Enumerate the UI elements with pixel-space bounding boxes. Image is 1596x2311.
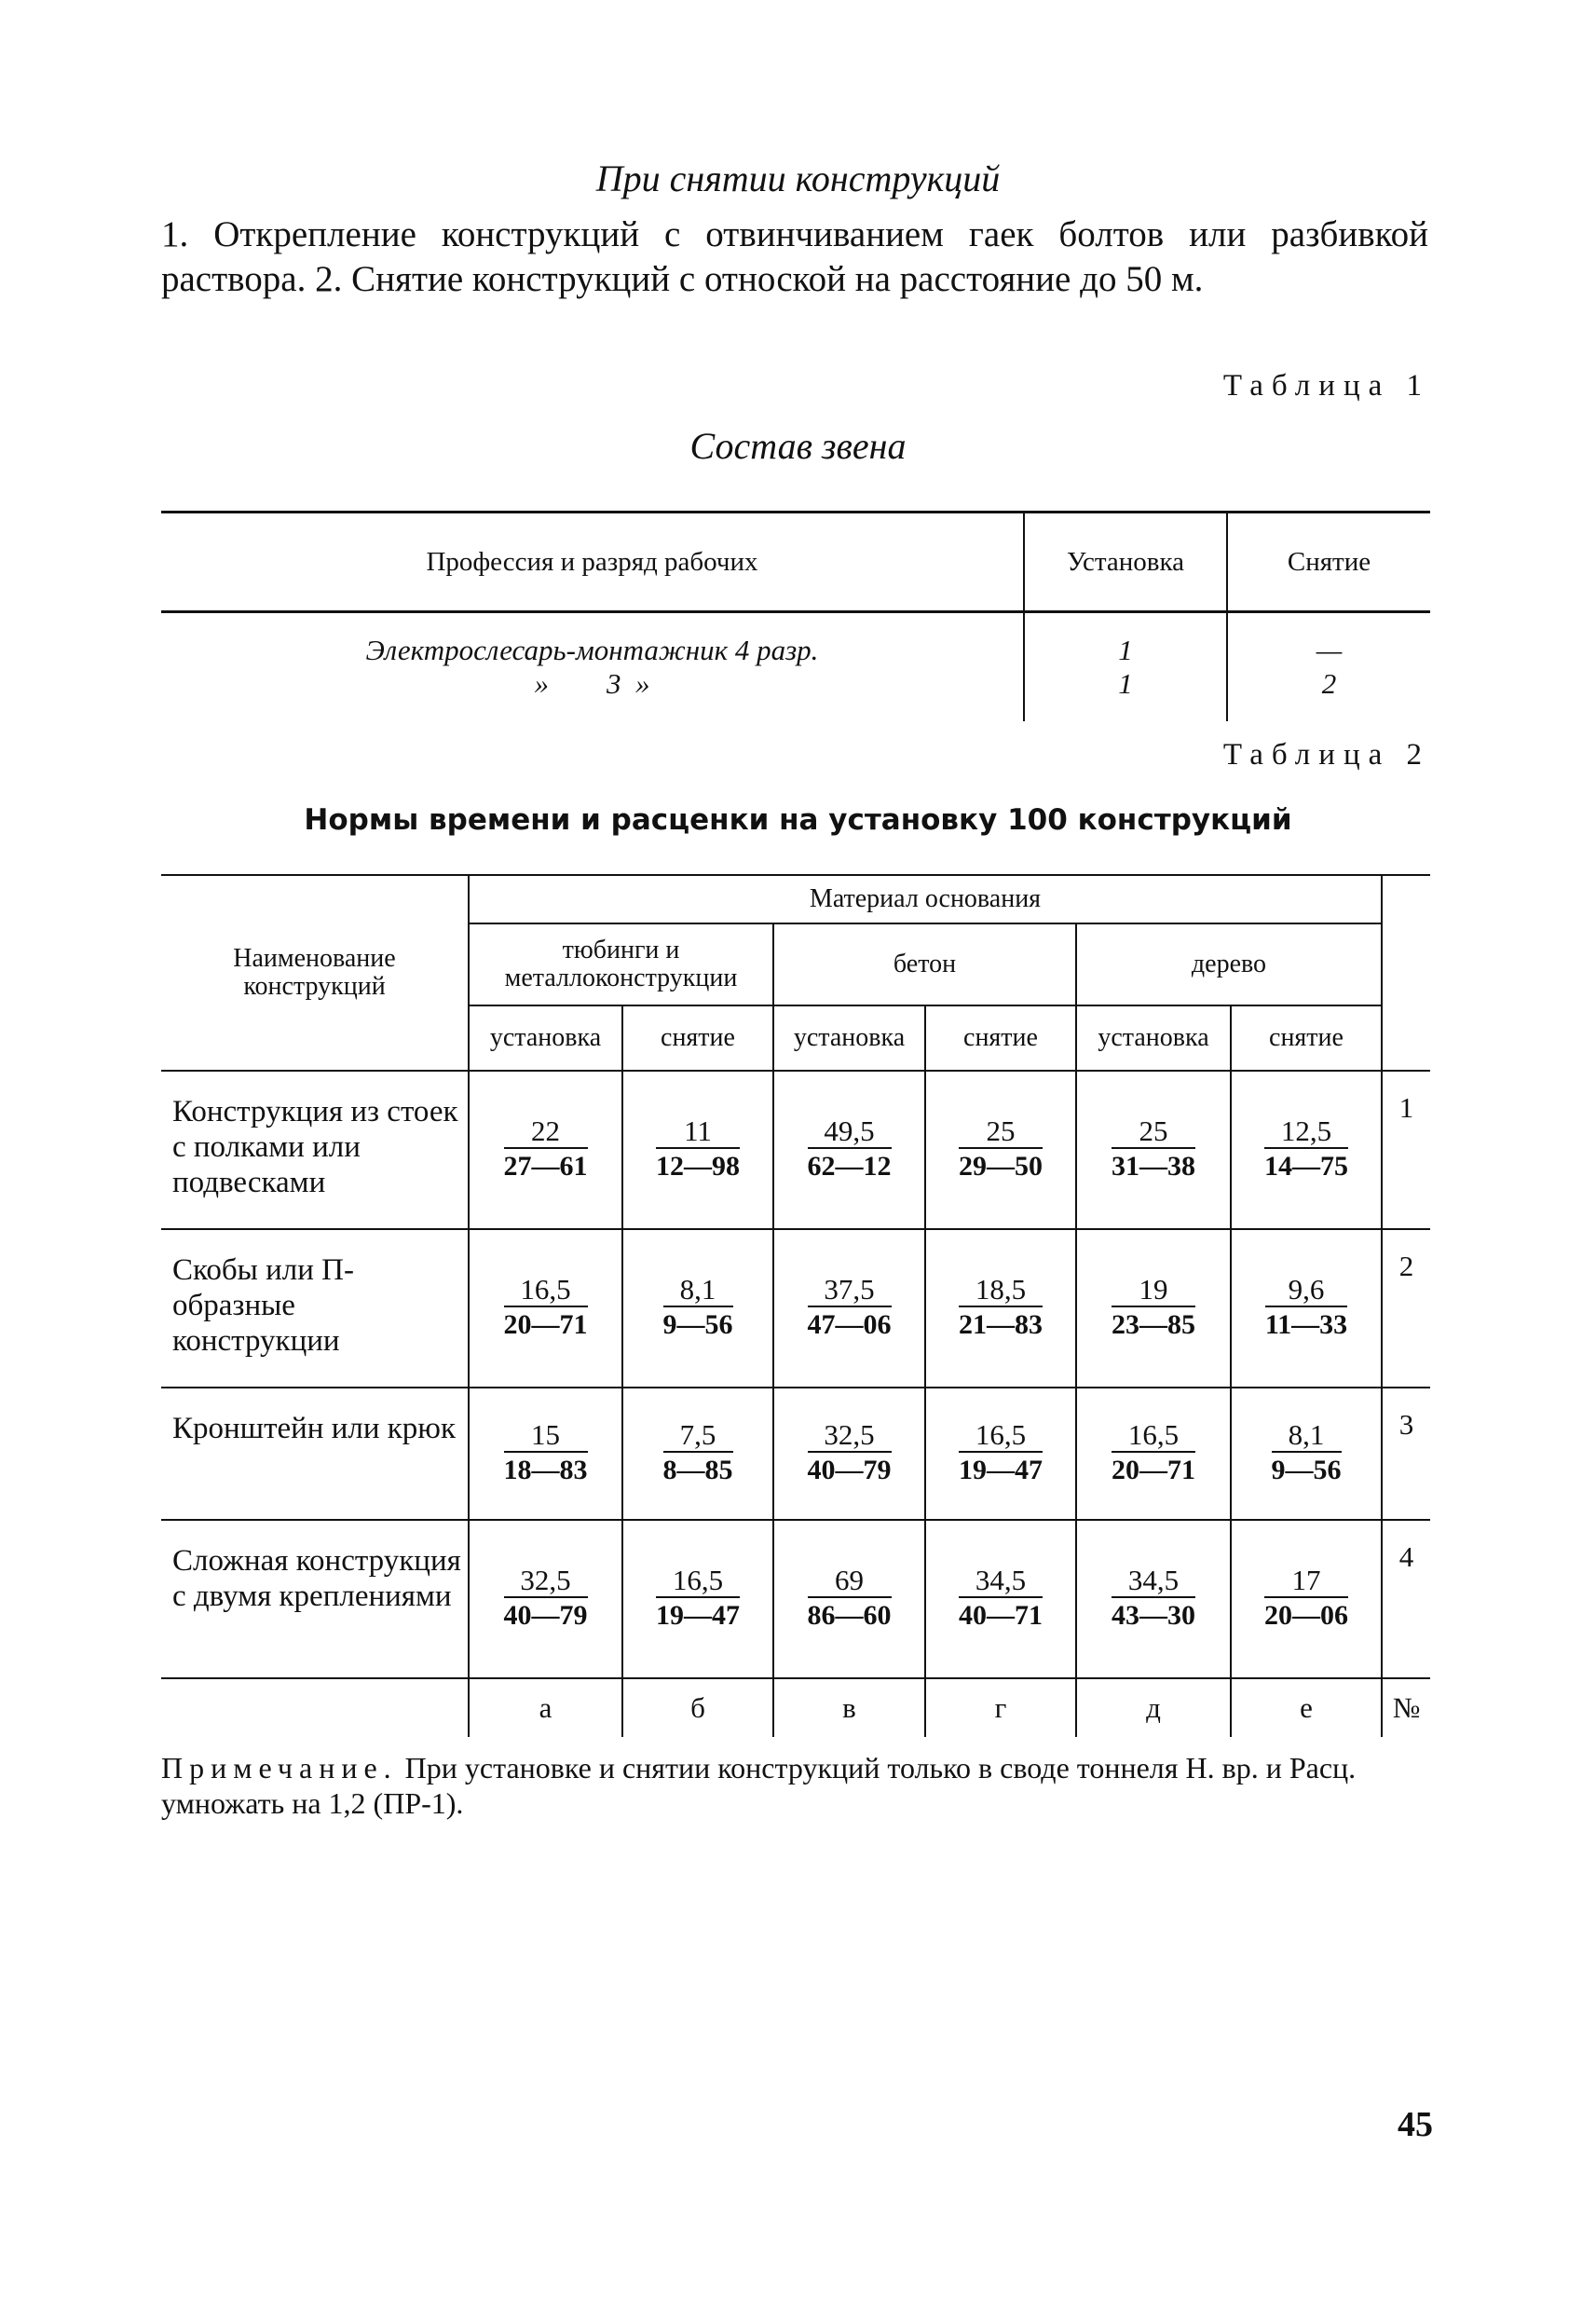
time-norm: 19 (1112, 1274, 1195, 1307)
time-norm: 11 (656, 1115, 740, 1149)
table2-group-concrete: бетон (773, 923, 1076, 1005)
table2-row-number: 1 (1382, 1071, 1430, 1229)
table1-row-2-remove: 2 (1321, 667, 1337, 700)
rate-value: 29—50 (959, 1151, 1043, 1182)
table2-row-name: Сложная конструкция с двумя креплениями (161, 1520, 469, 1678)
table2-row-name: Кронштейн или крюк (161, 1388, 469, 1520)
table2-row-name: Скобы или П-образные конструкции (161, 1229, 469, 1388)
table2-subheader: снятие (1231, 1005, 1382, 1071)
table1-row-2-profession: » 3 » (534, 667, 650, 700)
table2-column-letter: а (469, 1678, 622, 1737)
norm-rate-fraction (1112, 1565, 1195, 1634)
time-norm: 8,1 (663, 1274, 733, 1307)
rate-value: 40—79 (807, 1455, 892, 1485)
norm-rate-fraction (808, 1419, 892, 1488)
norm-rate-fraction (504, 1274, 588, 1343)
table2-value-cell (925, 1520, 1076, 1678)
rate-value: 21—83 (959, 1309, 1043, 1340)
table2-group-metal: тюбинги и металлоконструкции (469, 923, 773, 1005)
section-title: При снятии конструкций (595, 157, 1001, 199)
time-norm: 8,1 (1272, 1419, 1342, 1453)
norm-rate-fraction (1112, 1419, 1195, 1488)
time-norm: 16,5 (1112, 1419, 1195, 1453)
time-norm: 16,5 (504, 1274, 588, 1307)
table2-value-cell (925, 1229, 1076, 1388)
rate-value: 40—79 (503, 1600, 588, 1631)
note-label: Примечание. (161, 1751, 398, 1785)
table2-column-letter: б (622, 1678, 773, 1737)
table1-row-1-install: 1 (1118, 634, 1133, 666)
norm-rate-fraction (1264, 1565, 1348, 1634)
rate-value: 86—60 (807, 1600, 892, 1631)
time-norm: 9,6 (1265, 1274, 1347, 1307)
norm-rate-fraction (808, 1115, 892, 1184)
table2-row (161, 1071, 1430, 1229)
table2-no-label: № (1382, 1678, 1430, 1737)
table2-value-cell (1076, 1520, 1231, 1678)
time-norm: 49,5 (808, 1115, 892, 1149)
time-norm: 15 (504, 1419, 588, 1453)
rate-value: 9—56 (1271, 1455, 1342, 1485)
table2-value-cell (773, 1520, 925, 1678)
table2-value-cell (773, 1229, 925, 1388)
norm-rate-fraction (1112, 1274, 1195, 1343)
table2-value-cell (1231, 1388, 1382, 1520)
table2-row-number: 3 (1382, 1388, 1430, 1520)
table1-header-profession: Профессия и разряд рабочих (161, 513, 1024, 612)
table2-group-wood: дерево (1076, 923, 1382, 1005)
table2-subheader: установка (469, 1005, 622, 1071)
norm-rate-fraction (656, 1565, 740, 1634)
table1-install-cell (1024, 612, 1227, 722)
rate-value: 20—71 (1112, 1455, 1195, 1485)
intro-text: 1. Открепление конструкций с отвинчиванием гаек болтов или разбивкой раствора. 2. Снятие конструкций с отноской на расстояние до 50 м. (161, 214, 1428, 299)
table2-value-cell (622, 1229, 773, 1388)
table2-title: Нормы времени и расценки на установку 100 конструкций (304, 803, 1292, 837)
table2-value-cell (925, 1071, 1076, 1229)
table2-row (161, 1388, 1430, 1520)
table2-value-cell (1231, 1229, 1382, 1388)
rate-value: 43—30 (1112, 1600, 1195, 1631)
table2-caption: Таблица 2 (1222, 738, 1430, 772)
time-norm: 16,5 (656, 1565, 740, 1598)
table2-row (161, 1229, 1430, 1388)
table2-value-cell (1076, 1229, 1231, 1388)
norm-rate-fraction (808, 1274, 892, 1343)
time-norm: 16,5 (959, 1419, 1043, 1453)
norm-rate-fraction (959, 1274, 1043, 1343)
table2-value-cell (469, 1520, 622, 1678)
table1-profession-cell (161, 612, 1024, 722)
norm-rate-fraction (663, 1274, 733, 1343)
norm-rate-fraction (808, 1565, 892, 1634)
rate-value: 19—47 (959, 1455, 1043, 1485)
table2-time-norms (161, 874, 1430, 1737)
time-norm: 17 (1264, 1565, 1348, 1598)
table1-row-1-remove: — (1316, 634, 1343, 666)
table1-row-2-install: 1 (1118, 667, 1133, 700)
time-norm: 69 (808, 1565, 892, 1598)
norm-rate-fraction (663, 1419, 733, 1488)
rate-value: 47—06 (807, 1309, 892, 1340)
norm-rate-fraction (1112, 1115, 1195, 1184)
time-norm: 7,5 (663, 1419, 733, 1453)
table2-column-letter: в (773, 1678, 925, 1737)
table2-row (161, 1520, 1430, 1678)
rate-value: 20—06 (1264, 1600, 1348, 1631)
rate-value: 40—71 (959, 1600, 1043, 1631)
table-note (161, 1750, 1433, 1821)
table2-value-cell (622, 1388, 773, 1520)
table2-value-cell (1231, 1520, 1382, 1678)
rate-value: 27—61 (503, 1151, 588, 1182)
table2-value-cell (1076, 1071, 1231, 1229)
table2-row-number: 4 (1382, 1520, 1430, 1678)
table2-header-no-column (1382, 875, 1430, 1071)
table2-value-cell (469, 1071, 622, 1229)
table1-row-1-profession: Электрослесарь-монтажник 4 разр. (365, 634, 819, 666)
table2-value-cell (773, 1071, 925, 1229)
table2-value-cell (773, 1388, 925, 1520)
rate-value: 8—85 (662, 1455, 733, 1485)
time-norm: 25 (959, 1115, 1043, 1149)
rate-value: 23—85 (1112, 1309, 1195, 1340)
table2-value-cell (622, 1071, 773, 1229)
time-norm: 18,5 (959, 1274, 1043, 1307)
norm-rate-fraction (959, 1115, 1043, 1184)
rate-value: 18—83 (503, 1455, 588, 1485)
table1-crew-composition (161, 511, 1430, 721)
table2-subheader: снятие (622, 1005, 773, 1071)
rate-value: 14—75 (1264, 1151, 1348, 1182)
norm-rate-fraction (504, 1115, 588, 1184)
rate-value: 12—98 (656, 1151, 740, 1182)
table1-header-install: Установка (1024, 513, 1227, 612)
table2-subheader: снятие (925, 1005, 1076, 1071)
norm-rate-fraction (1265, 1274, 1347, 1343)
table1-header-remove: Снятие (1227, 513, 1430, 612)
table1-title: Состав звена (689, 425, 907, 467)
rate-value: 9—56 (662, 1309, 733, 1340)
table2-value-cell (1231, 1071, 1382, 1229)
time-norm: 32,5 (808, 1419, 892, 1453)
norm-rate-fraction (959, 1419, 1043, 1488)
time-norm: 32,5 (504, 1565, 588, 1598)
table2-letters-blank (161, 1678, 469, 1737)
table2-value-cell (469, 1388, 622, 1520)
time-norm: 34,5 (959, 1565, 1043, 1598)
rate-value: 11—33 (1264, 1309, 1348, 1340)
table2-row-name: Конструкция из стоек с полками или подвесками (161, 1071, 469, 1229)
table1-caption: Таблица 1 (1222, 369, 1430, 403)
time-norm: 22 (504, 1115, 588, 1149)
table2-header-material: Материал основания (469, 875, 1382, 923)
time-norm: 25 (1112, 1115, 1195, 1149)
norm-rate-fraction (1272, 1419, 1342, 1488)
table2-column-letter: д (1076, 1678, 1231, 1737)
norm-rate-fraction (504, 1419, 588, 1488)
table2-header-name: Наименование конструкций (161, 875, 469, 1071)
rate-value: 20—71 (503, 1309, 588, 1340)
table1-remove-cell (1227, 612, 1430, 722)
time-norm: 37,5 (808, 1274, 892, 1307)
rate-value: 31—38 (1112, 1151, 1195, 1182)
table2-column-letter: е (1231, 1678, 1382, 1737)
norm-rate-fraction (1264, 1115, 1348, 1184)
table2-row-number: 2 (1382, 1229, 1430, 1388)
page-number: 45 (1398, 2105, 1433, 2144)
table2-subheader: установка (1076, 1005, 1231, 1071)
table2-value-cell (925, 1388, 1076, 1520)
table2-value-cell (622, 1520, 773, 1678)
time-norm: 12,5 (1264, 1115, 1348, 1149)
table2-column-letter: г (925, 1678, 1076, 1737)
rate-value: 19—47 (656, 1600, 740, 1631)
table2-value-cell (469, 1229, 622, 1388)
rate-value: 62—12 (807, 1151, 892, 1182)
norm-rate-fraction (656, 1115, 740, 1184)
table2-value-cell (1076, 1388, 1231, 1520)
norm-rate-fraction (504, 1565, 588, 1634)
note-text: При установке и снятии конструкций только в своде тоннеля Н. вр. и Расц. умножать на 1,2 (ПР-1). (161, 1751, 1357, 1820)
norm-rate-fraction (959, 1565, 1043, 1634)
time-norm: 34,5 (1112, 1565, 1195, 1598)
table2-subheader: установка (773, 1005, 925, 1071)
